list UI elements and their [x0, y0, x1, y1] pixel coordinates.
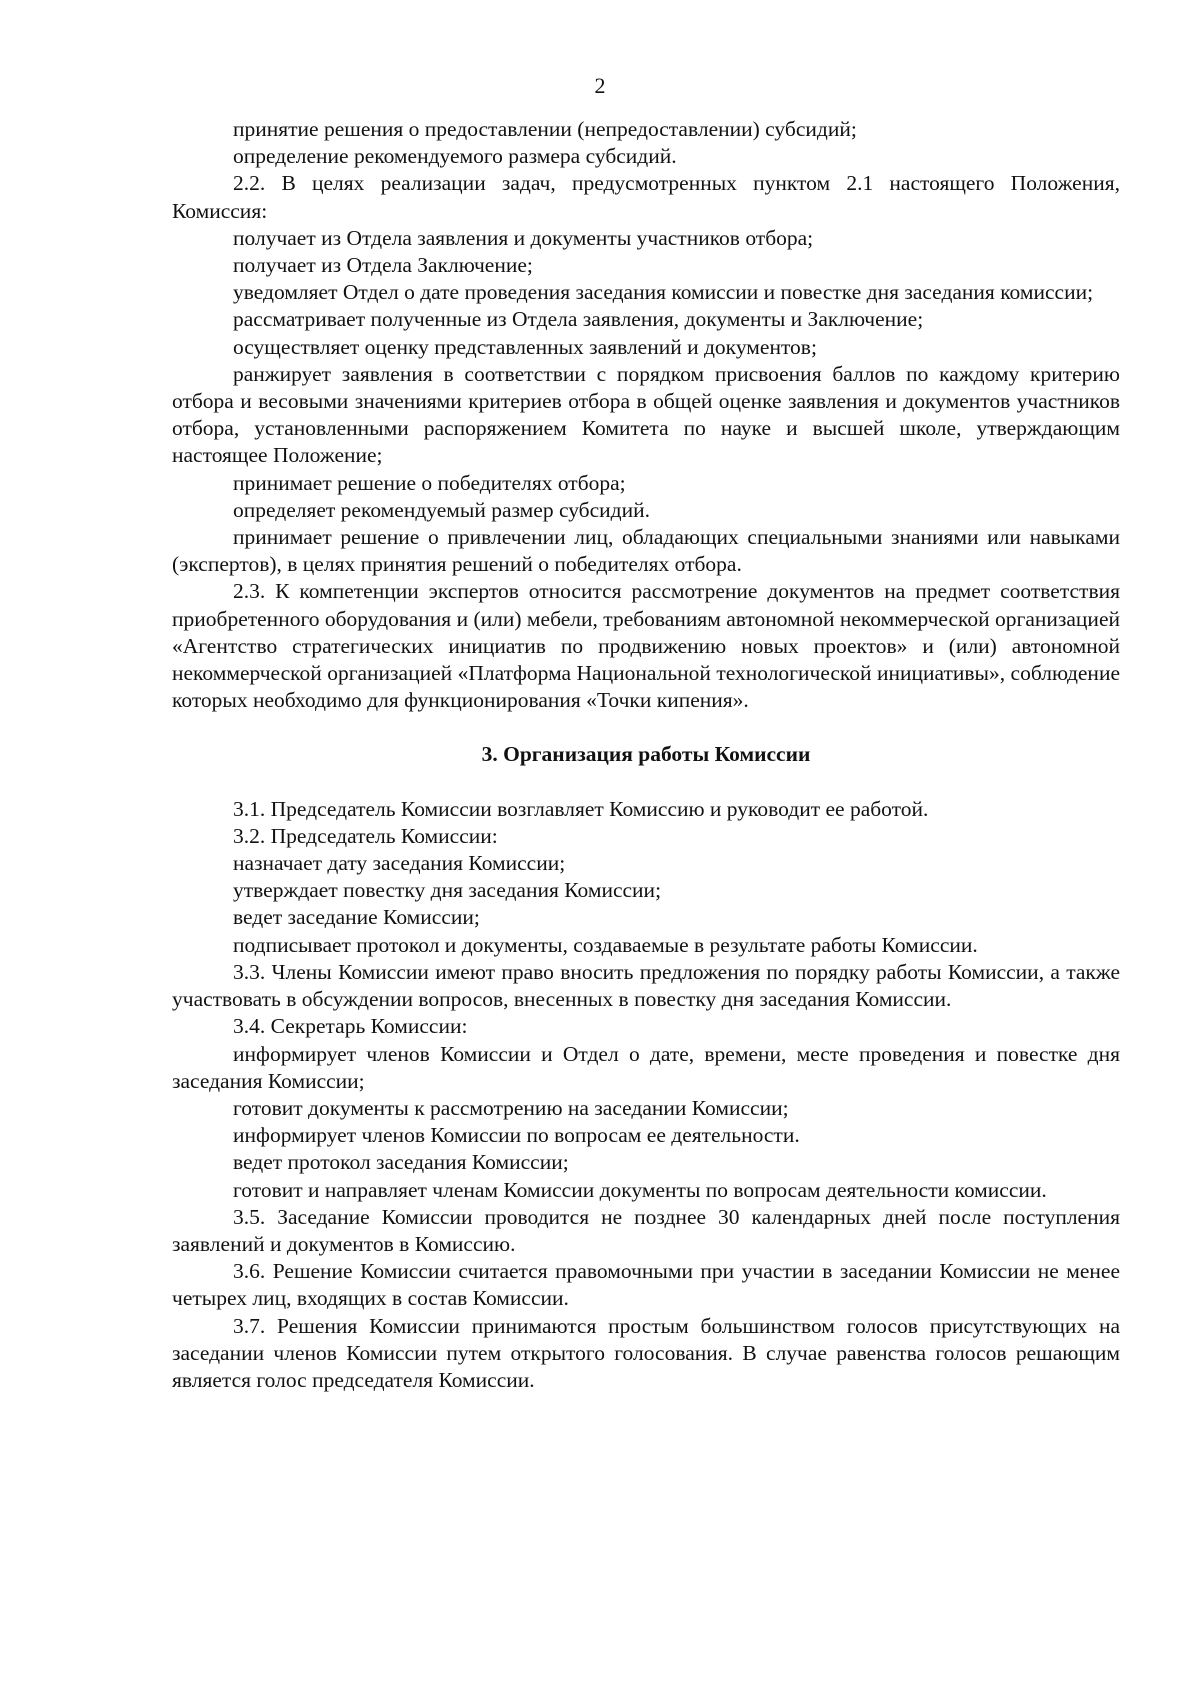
paragraph: ведет протокол заседания Комиссии; [233, 1150, 569, 1175]
paragraph: утверждает повестку дня заседания Комиссии; [233, 878, 662, 903]
paragraph: получает из Отдела Заключение; [233, 253, 533, 278]
paragraph: готовит и направляет членам Комиссии документы по вопросам деятельности комиссии. [233, 1177, 1047, 1202]
paragraph: информирует членов Комиссии и Отдел о дате, времени, месте проведения и повестке дня заседания Комиссии; [172, 1041, 1120, 1093]
paragraph: рассматривает полученные из Отдела заявления, документы и Заключение; [233, 307, 924, 332]
paragraph: 3.4. Секретарь Комиссии: [233, 1014, 468, 1039]
paragraph: 2.2. В целях реализации задач, предусмотренных пунктом 2.1 настоящего Положения, Комиссия: [172, 171, 1120, 223]
document-body [172, 116, 1120, 1394]
paragraph: подписывает протокол и документы, создаваемые в результате работы Комиссии. [233, 932, 978, 957]
section-heading: 3. Организация работы Комиссии [481, 742, 811, 767]
paragraph: получает из Отдела заявления и документы участников отбора; [233, 225, 814, 250]
paragraph: определяет рекомендуемый размер субсидий. [233, 497, 650, 522]
paragraph: готовит документы к рассмотрению на заседании Комиссии; [233, 1095, 789, 1120]
paragraph: уведомляет Отдел о дате проведения заседания комиссии и повестке дня заседания комиссии; [233, 280, 1094, 305]
paragraph: назначает дату заседания Комиссии; [233, 851, 566, 876]
paragraph: 2.3. К компетенции экспертов относится рассмотрение документов на предмет соответствия приобретенного оборудования и (или) мебели, требованиям автономной некоммерческой организацией «Агентство стратегических инициатив по продвижению новых проектов» и (или) автономной некоммерческой организацией «Платформа Национальной технологической инициативы», соблюдение которых необходимо для функционирования «Точки кипения». [172, 579, 1120, 713]
paragraph: ведет заседание Комиссии; [233, 905, 480, 930]
paragraph: принятие решения о предоставлении (непредоставлении) субсидий; [233, 117, 857, 141]
paragraph: информирует членов Комиссии по вопросам ее деятельности. [233, 1123, 800, 1148]
paragraph: осуществляет оценку представленных заявлений и документов; [233, 334, 817, 359]
paragraph: определение рекомендуемого размера субсидий. [233, 144, 677, 169]
page-number: 2 [594, 73, 606, 98]
paragraph: принимает решение о привлечении лиц, обладающих специальными знаниями или навыками (экспертов), в целях принятия решений о победителях отбора. [172, 525, 1120, 577]
paragraph: 3.2. Председатель Комиссии: [233, 823, 498, 848]
paragraph: 3.7. Решения Комиссии принимаются простым большинством голосов присутствующих на заседании членов Комиссии путем открытого голосования. В случае равенства голосов решающим является голос председателя Комиссии. [172, 1313, 1120, 1392]
paragraph: 3.3. Члены Комиссии имеют право вносить предложения по порядку работы Комиссии, а также участвовать в обсуждении вопросов, внесенных в повестку дня заседания Комиссии. [172, 959, 1120, 1012]
paragraph: 3.5. Заседание Комиссии проводится не позднее 30 календарных дней после поступления заявлений и документов в Комиссию. [172, 1204, 1120, 1256]
paragraph: ранжирует заявления в соответствии с порядком присвоения баллов по каждому критерию отбора и весовыми значениями критериев отбора в общей оценке заявления и документов участников отбора, установленными распоряжением Комитета по науке и высшей школе, утверждающим настоящее Положение; [172, 361, 1120, 468]
paragraph: 3.1. Председатель Комиссии возглавляет Комиссию и руководит ее работой. [233, 796, 929, 821]
paragraph: принимает решение о победителях отбора; [233, 470, 626, 495]
paragraph: 3.6. Решение Комиссии считается правомочными при участии в заседании Комиссии не менее четырех лиц, входящих в состав Комиссии. [172, 1259, 1120, 1311]
